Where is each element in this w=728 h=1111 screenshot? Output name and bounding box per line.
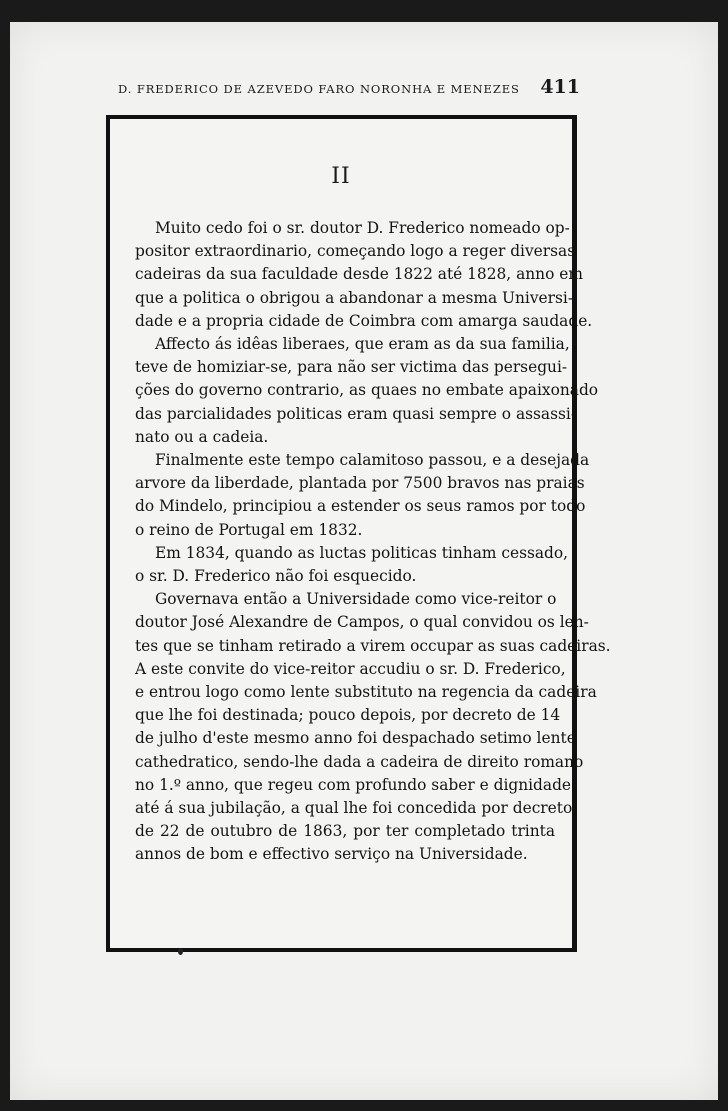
text-line: das parcialidades politicas eram quasi sempre o assassi- — [135, 404, 577, 423]
text-line: Finalmente este tempo calamitoso passou, e a desejada — [155, 451, 590, 470]
text-line: positor extraordinario, começando logo a reger diversas — [135, 242, 576, 261]
text-line: ções do governo contrario, as quaes no embate apaixonado — [135, 381, 599, 400]
text-body — [135, 217, 611, 867]
text-line: tes que se tinham retirado a virem occupar as suas cadeiras. — [135, 636, 611, 655]
text-line: A este convite do vice-reitor accudiu o sr. D. Frederico, — [135, 659, 566, 678]
text-line: de 22 de outubro de 1863, por ter completado trinta — [135, 822, 555, 841]
text-line: o sr. D. Frederico não foi esquecido. — [135, 567, 417, 586]
chapter-numeral: II — [331, 164, 351, 189]
bordered-text-frame — [106, 115, 611, 952]
text-line: de julho d'este mesmo anno foi despachado setimo lente — [135, 729, 576, 748]
text-line: nato ou a cadeia. — [135, 427, 269, 446]
text-line: do Mindelo, principiou a estender os seus ramos por todo — [135, 497, 586, 516]
text-line: cadeiras da sua faculdade desde 1822 até 1828, anno em — [135, 265, 583, 284]
text-line: Governava então a Universidade como vice-reitor o — [155, 590, 557, 609]
text-line: dade e a propria cidade de Coimbra com amarga saudade. — [135, 311, 593, 330]
text-line: o reino de Portugal em 1832. — [135, 520, 363, 539]
text-line: Em 1834, quando as luctas politicas tinham cessado, — [155, 543, 569, 562]
text-line: annos de bom e effectivo serviço na Universidade. — [135, 845, 528, 864]
text-line: cathedratico, sendo-lhe dada a cadeira de direito romano — [135, 752, 584, 771]
ink-speck — [178, 948, 183, 955]
page-number: 411 — [540, 76, 580, 98]
text-line: Muito cedo foi o sr. doutor D. Frederico nomeado op- — [155, 219, 570, 237]
text-line: doutor José Alexandre de Campos, o qual convidou os len- — [135, 613, 589, 632]
text-line: e entrou logo como lente substituto na regencia da cadeira — [135, 683, 597, 702]
text-line: até á sua jubilação, a qual lhe foi concedida por decreto — [135, 799, 573, 818]
text-line: Affecto ás idêas liberaes, que eram as da sua familia, — [155, 335, 570, 354]
text-line: teve de homiziar-se, para não ser victima das persegui- — [135, 358, 568, 377]
running-title: D. FREDERICO DE AZEVEDO FARO NORONHA E MENEZES — [118, 82, 520, 96]
text-line: no 1.º anno, que regeu com profundo saber e dignidade — [135, 775, 572, 794]
text-line: que a politica o obrigou a abandonar a mesma Universi- — [135, 288, 574, 307]
text-line: arvore da liberdade, plantada por 7500 bravos nas praias — [135, 474, 585, 493]
text-line: que lhe foi destinada; pouco depois, por decreto de 14 — [135, 706, 561, 725]
running-head — [118, 76, 580, 98]
